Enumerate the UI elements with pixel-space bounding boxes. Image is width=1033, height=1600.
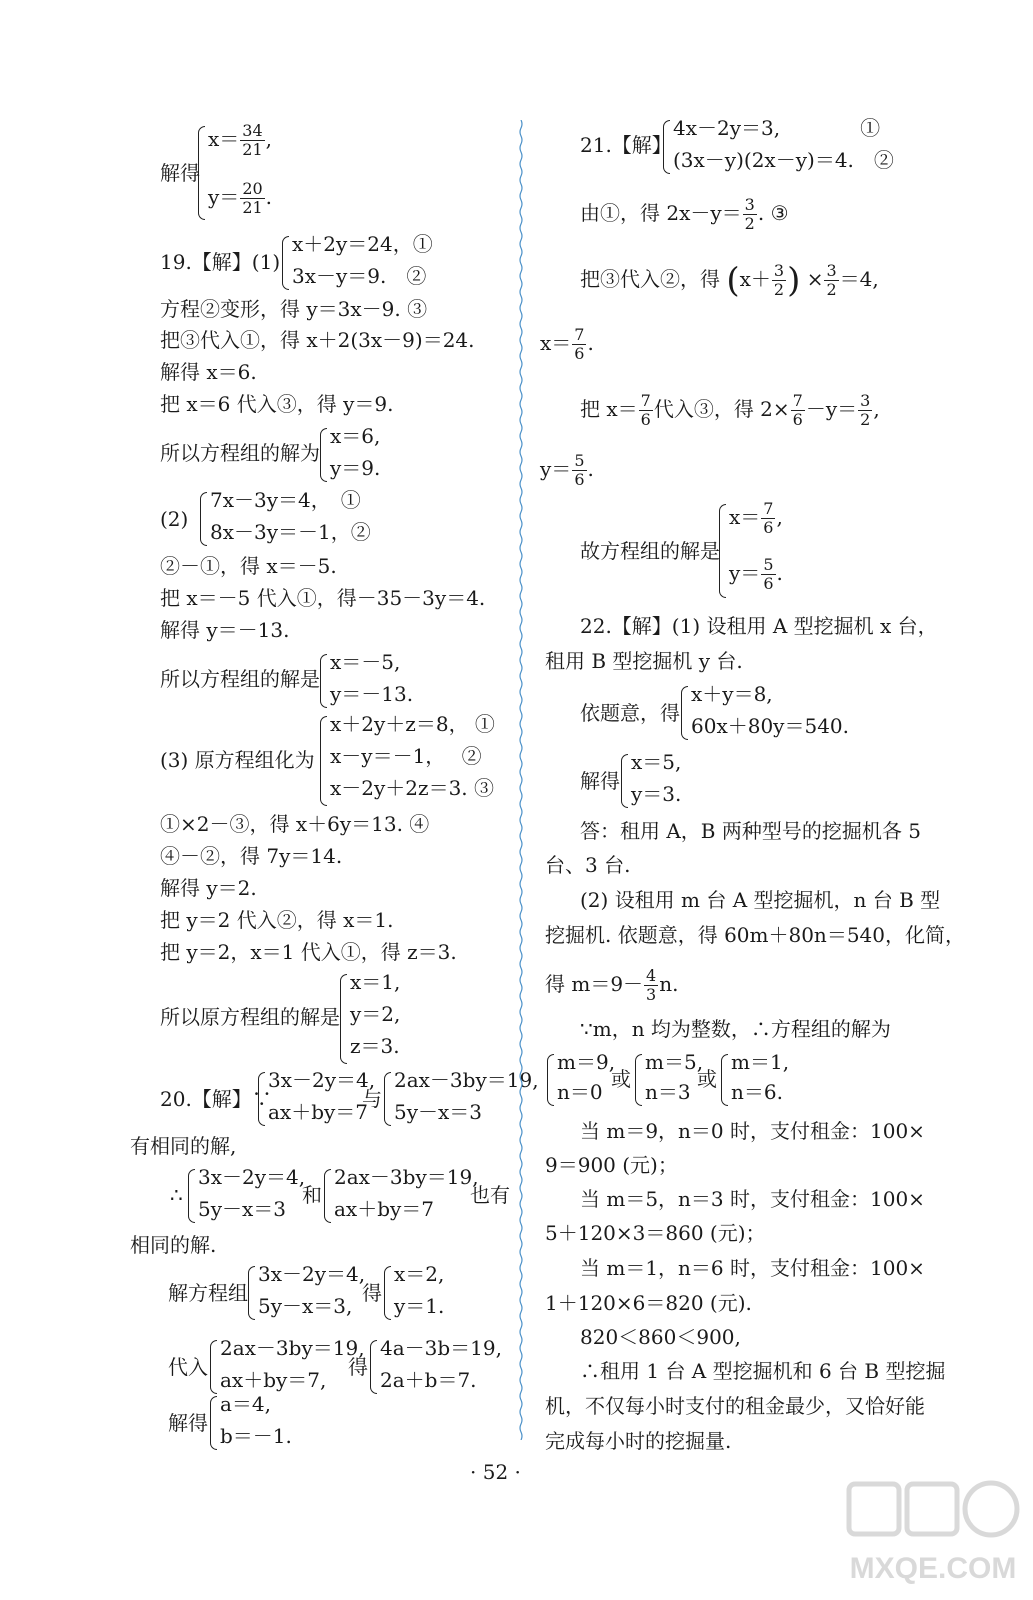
equation: 3x－2y＝4,	[258, 1262, 366, 1286]
step: ①×2－③，得 x＋6y＝13. ④	[160, 812, 430, 836]
connector: 也有	[470, 1183, 510, 1207]
step: 解得 x＝6.	[160, 360, 257, 384]
step: 把 x＝－5 代入①，得－35－3y＝4.	[160, 586, 486, 610]
step: y＝ $\frac{5}{6}$ .	[540, 451, 594, 489]
equation: ax＋by＝7	[334, 1197, 435, 1221]
equation: y＝9.	[330, 456, 381, 480]
step: 挖掘机. 依题意，得 60m＋80n＝540，化简，	[545, 923, 965, 947]
answer: 台、3 台.	[545, 853, 631, 877]
equation: 4a－3b＝19,	[380, 1336, 502, 1360]
step: 当 m＝5，n＝3 时，支付租金：100×	[580, 1187, 925, 1211]
equation: n＝6.	[731, 1080, 783, 1104]
equation: x＝2,	[394, 1262, 445, 1286]
equation: x＝5,	[631, 750, 682, 774]
step: 解得 y＝2.	[160, 876, 257, 900]
connector: 或	[697, 1067, 717, 1091]
equation: x＝ $\frac{34}{21}$ ,	[208, 121, 272, 159]
step: 把③代入②，得 (x＋ $\frac{3}{2}$ ) × $\frac{3}{2}$ ＝4,	[580, 260, 879, 301]
equation: y＝2,	[350, 1002, 401, 1026]
step: (2) 设租用 m 台 A 型挖掘机，n 台 B 型	[580, 888, 941, 912]
step: x＝ $\frac{7}{6}$ .	[540, 325, 594, 363]
step: 所以原方程组的解是	[160, 1005, 340, 1029]
step: 1＋120×6＝820 (元).	[545, 1291, 752, 1315]
equation: 3x－2y＝4,	[198, 1165, 306, 1189]
conclusion: 机，不仅每小时支付的租金最少，又恰好能	[545, 1394, 925, 1418]
equation: y＝3.	[631, 782, 682, 806]
step: 把 x＝6 代入③，得 y＝9.	[160, 392, 394, 416]
step: ②－①，得 x＝－5.	[160, 554, 337, 578]
equation: z＝3.	[350, 1034, 400, 1058]
question-21-label: 21.【解】	[580, 133, 672, 157]
step: 把③代入①，得 x＋2(3x－9)＝24.	[160, 328, 475, 352]
equation: y＝－13.	[330, 682, 414, 706]
step: 所以方程组的解是	[160, 667, 320, 691]
equation: n＝0	[557, 1080, 603, 1104]
equation: (3x－y)(2x－y)＝4. ②	[673, 148, 894, 172]
page-number: · 52 ·	[470, 1460, 521, 1484]
equation: 2ax－3by＝19,	[334, 1165, 479, 1189]
step: 方程②变形，得 y＝3x－9. ③	[160, 297, 428, 321]
conclusion: 完成每小时的挖掘量.	[545, 1429, 732, 1453]
equation: 5y－x＝3	[394, 1100, 483, 1124]
step: 代入	[168, 1355, 208, 1379]
step: 由①，得 2x－y＝ $\frac{3}{2}$ . ③	[580, 195, 789, 233]
step: 有相同的解,	[130, 1134, 237, 1158]
equation: ax＋by＝7	[268, 1100, 369, 1124]
svg-text:MXQE.COM: MXQE.COM	[849, 1552, 1017, 1585]
equation: y＝1.	[394, 1294, 445, 1318]
step: 所以方程组的解为	[160, 441, 320, 465]
equation: n＝3	[645, 1080, 691, 1104]
equation: 60x＋80y＝540.	[691, 714, 850, 738]
step: ④－②，得 7y＝14.	[160, 844, 343, 868]
equation: x＝6,	[330, 424, 381, 448]
step: 解得	[168, 1411, 208, 1435]
equation: y＝ $\frac{20}{21}$ .	[208, 179, 273, 217]
equation: x＋2y＝24，①	[292, 232, 433, 256]
equation: 2a＋b＝7.	[380, 1368, 477, 1392]
step: 9＝900 (元)；	[545, 1153, 678, 1177]
question-20-label: 20.【解】∵	[160, 1087, 272, 1111]
step: ∵m，n 均为整数，∴方程组的解为	[580, 1017, 891, 1041]
connector: 得	[348, 1355, 368, 1379]
step: 当 m＝9，n＝0 时，支付租金：100×	[580, 1119, 925, 1143]
equation: 8x－3y＝－1，②	[210, 520, 371, 544]
equation: x＝ $\frac{7}{6}$ ,	[729, 499, 783, 537]
therefore: ∴	[170, 1183, 183, 1207]
step: 820＜860＜900,	[580, 1325, 741, 1349]
step: 解得 y＝－13.	[160, 618, 290, 642]
equation: 5y－x＝3,	[258, 1294, 353, 1318]
equation: 3x－2y＝4,	[268, 1068, 376, 1092]
equation: 5y－x＝3	[198, 1197, 287, 1221]
step: 5＋120×3＝860 (元)；	[545, 1221, 766, 1245]
connector: 与	[362, 1087, 382, 1111]
equation: x－y＝－1， ②	[330, 744, 482, 768]
equation: x－2y＋2z＝3. ③	[330, 776, 495, 800]
equation: m＝5,	[645, 1050, 704, 1074]
conclusion: ∴租用 1 台 A 型挖掘机和 6 台 B 型挖掘	[580, 1359, 946, 1383]
column-divider	[519, 120, 523, 1440]
equation: 3x－y＝9. ②	[292, 264, 427, 288]
part-2-label: (2)	[160, 507, 189, 531]
brace	[198, 126, 205, 220]
step: 相同的解.	[130, 1233, 217, 1257]
equation: x＋y＝8,	[691, 682, 773, 706]
step: 解方程组	[168, 1281, 248, 1305]
answer: 答：租用 A，B 两种型号的挖掘机各 5	[580, 819, 921, 843]
connector: 或	[611, 1067, 631, 1091]
equation: ax＋by＝7,	[220, 1368, 327, 1392]
equation: x＋2y＋z＝8， ①	[330, 712, 495, 736]
equation: b＝－1.	[220, 1424, 292, 1448]
step: 得 m＝9－ $\frac{4}{3}$ n.	[545, 966, 679, 1004]
equation: a＝4,	[220, 1392, 272, 1416]
step: 依题意，得	[580, 701, 680, 725]
step: 当 m＝1，n＝6 时，支付租金：100×	[580, 1256, 925, 1280]
connector: 和	[302, 1183, 322, 1207]
equation: 4x－2y＝3, ①	[673, 116, 881, 140]
connector: 得	[362, 1281, 382, 1305]
watermark-logo	[843, 1478, 1023, 1593]
part-3-label: (3) 原方程组化为	[160, 748, 315, 772]
equation: m＝9,	[557, 1050, 616, 1074]
equation: 2ax－3by＝19,	[220, 1336, 365, 1360]
equation: x＝－5,	[330, 650, 401, 674]
step: 把 y＝2，x＝1 代入①，得 z＝3.	[160, 940, 457, 964]
step: 解得	[580, 769, 620, 793]
question-19-label: 19.【解】(1)	[160, 250, 281, 274]
solve-label: 解得	[160, 161, 200, 185]
step: 租用 B 型挖掘机 y 台.	[545, 649, 743, 673]
step: 把 y＝2 代入②，得 x＝1.	[160, 908, 394, 932]
equation: 7x－3y＝4， ①	[210, 488, 361, 512]
step: 故方程组的解是	[580, 539, 720, 563]
equation: x＝1,	[350, 970, 401, 994]
question-22-label: 22.【解】(1) 设租用 A 型挖掘机 x 台，	[580, 614, 938, 638]
step: 把 x＝ $\frac{7}{6}$ 代入③，得 2× $\frac{7}{6}$ －y＝ $\frac{3}{2}$ ,	[580, 391, 880, 429]
equation: 2ax－3by＝19,	[394, 1068, 539, 1092]
equation: m＝1,	[731, 1050, 790, 1074]
equation: y＝ $\frac{5}{6}$ .	[729, 555, 783, 593]
